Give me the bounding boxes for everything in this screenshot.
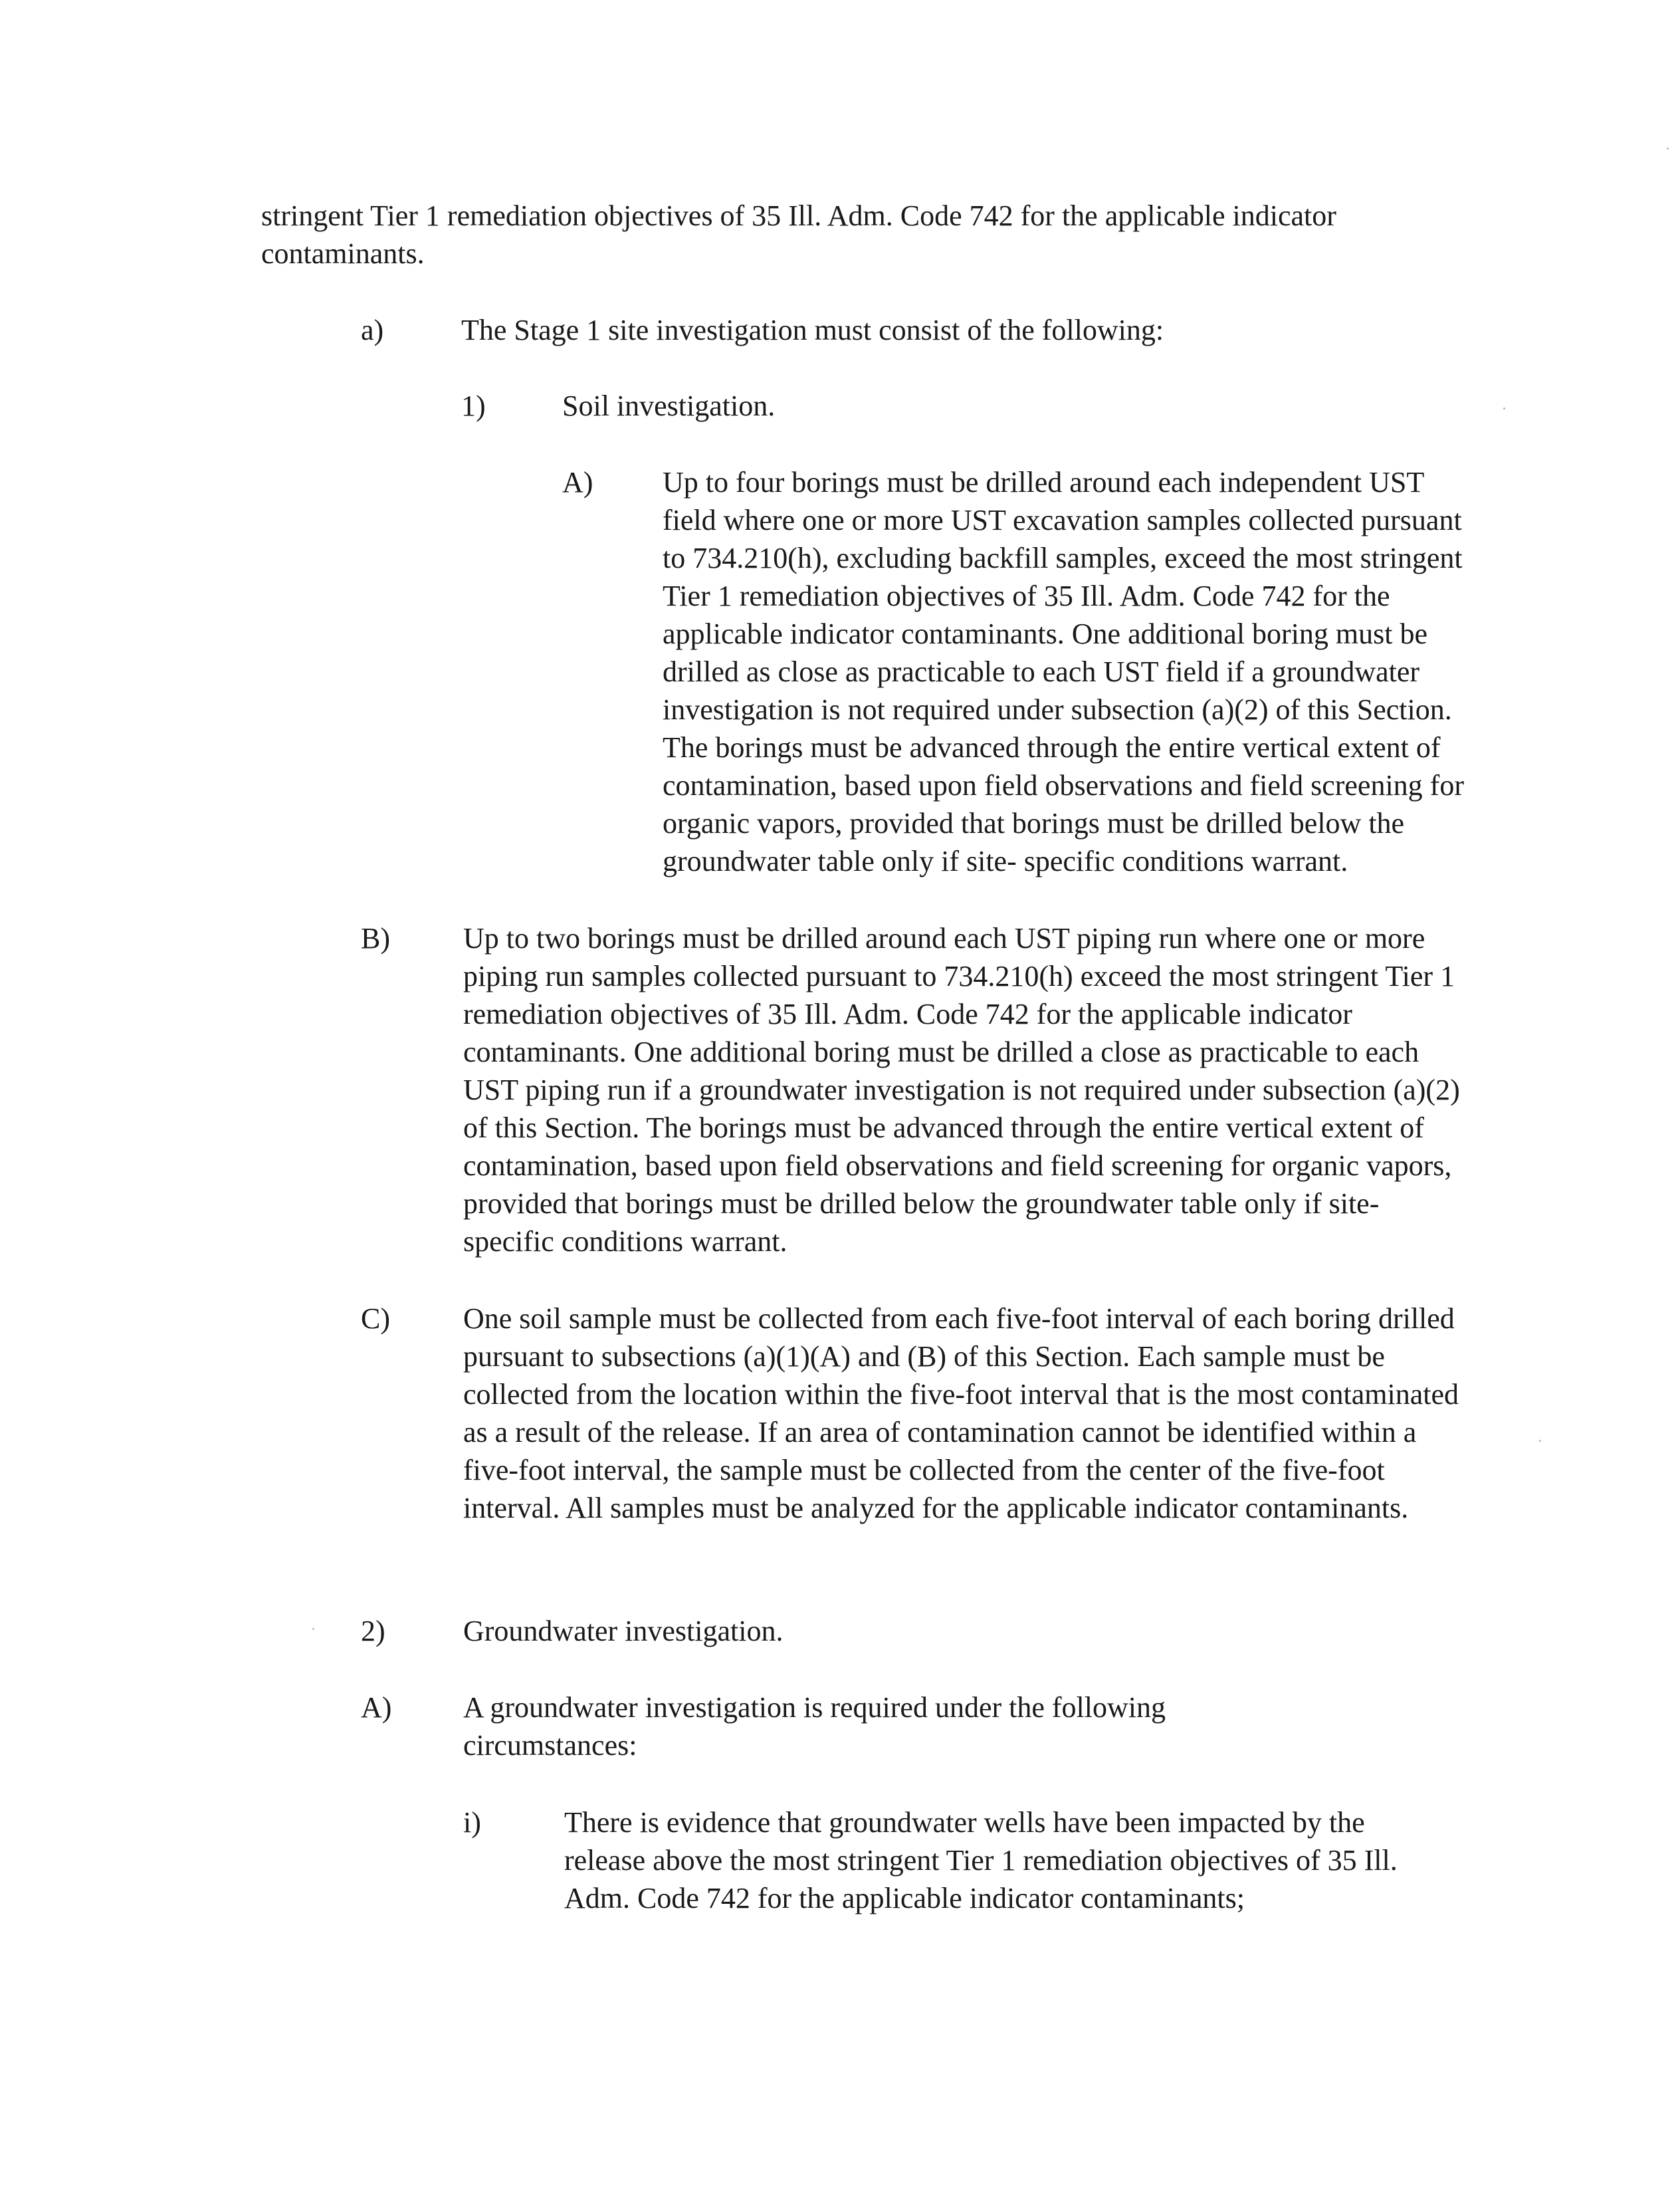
section-a2A-label: A) — [361, 1691, 392, 1724]
section-a2Ai-text: There is evidence that groundwater wells have been impacted by the release above the most stringent Tier 1 remediation objectives of 35 Ill. Adm. Code 742 for the applicable indicator contaminants; — [564, 1806, 1398, 1914]
scan-speck — [1539, 1440, 1541, 1442]
intro-paragraph: stringent Tier 1 remediation objectives of 35 Ill. Adm. Code 742 for the applicable indicator contaminants. — [261, 199, 1336, 270]
section-a2-text: Groundwater investigation. — [463, 1615, 784, 1647]
section-a1A-label: A) — [562, 466, 593, 499]
section-a1B-label: B) — [361, 922, 390, 955]
section-a1-label: 1) — [461, 390, 486, 422]
section-a2A-text: A groundwater investigation is required under the following circumstances: — [463, 1691, 1166, 1762]
section-a-label: a) — [361, 314, 384, 346]
section-a1C-label: C) — [361, 1302, 390, 1335]
scan-speck — [312, 1628, 314, 1630]
section-a1B-text: Up to two borings must be drilled around each UST piping run where one or more piping run samples collected pursuant to 734.210(h) exceed the most stringent Tier 1 remediation objectives of 35 Ill. Adm. Code 742 for the applicable indicator contaminants. One additional boring must be drilled a close as practicable to each UST piping run if a groundwater investigation is not required under subsection (a)(2) of this Section. The borings must be advanced through the entire vertical extent of contamination, based upon field observations and field screening for organic vapors, provided that borings must be drilled below the groundwater table only if site-specific conditions warrant. — [463, 922, 1460, 1258]
section-a1C-text: One soil sample must be collected from each five-foot interval of each boring drilled pursuant to subsections (a)(1)(A) and (B) of this Section. Each sample must be collected from the location within the five-foot interval that is the most contaminated as a result of the release. If an area of contamination cannot be identified within a five-foot interval, the sample must be collected from the center of the five-foot interval. All samples must be analyzed for the applicable indicator contaminants. — [463, 1302, 1459, 1524]
section-a1-text: Soil investigation. — [562, 390, 776, 422]
scan-speck — [1667, 148, 1669, 150]
section-a2-label: 2) — [361, 1615, 385, 1647]
section-a1A-text: Up to four borings must be drilled around each independent UST field where one or more UST excavation samples collected pursuant to 734.210(h), excluding backfill samples, exceed the most stringent Tier 1 remediation objectives of 35 Ill. Adm. Code 742 for the applicable indicator contaminants. One additional boring must be drilled as close as practicable to each UST field if a groundwater investigation is not required under subsection (a)(2) of this Section. The borings must be advanced through the entire vertical extent of contamination, based upon field observations and field screening for organic vapors, provided that borings must be drilled below the groundwater table only if site- specific conditions warrant. — [663, 466, 1464, 877]
section-a2Ai-label: i) — [463, 1806, 481, 1839]
scan-speck — [1503, 407, 1505, 409]
section-a-text: The Stage 1 site investigation must consist of the following: — [461, 314, 1164, 346]
